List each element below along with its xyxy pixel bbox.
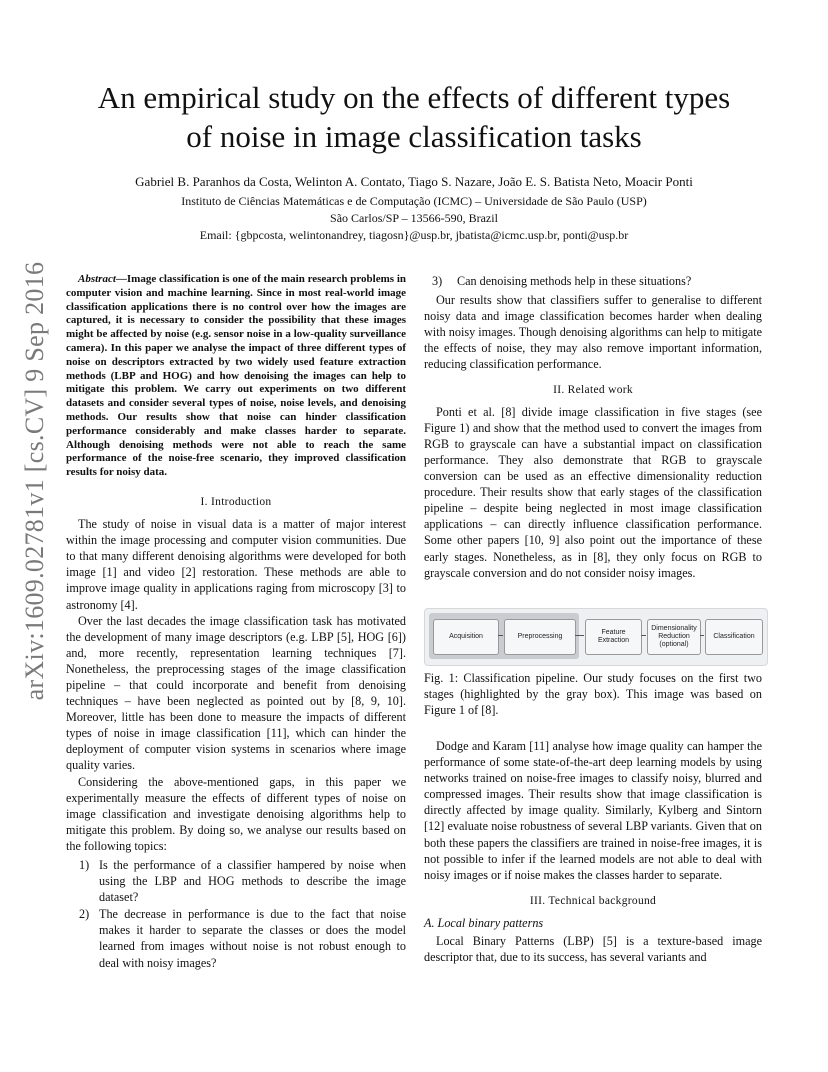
stage-dimensionality-reduction: Dimensionality Reduction (optional) [647,619,701,655]
intro-paragraph-3: Considering the above-mentioned gaps, in this paper we experimentally measure the effects of different types of noise on image classification and investigate denoising algorithms help to mitigate this problem. By doing so, we analyse our results based on the following topics: [66,774,406,853]
right-column-bottom [424,738,762,965]
stage-classification: Classification [705,619,763,655]
stage-feature-extraction: Feature Extraction [585,619,642,655]
abstract [66,273,406,480]
arrow-icon [700,635,704,636]
related-paragraph-1: Ponti et al. [8] divide image classification in five stages (see Figure 1) and show that the method used to convert the images from RGB to grayscale can have a substantial impact on classification performance. They also demonstrate that RGB to grayscale conversion can be used as an effective dimensionality reduction procedure. Their results show that early stages of the classification pipeline – despite being neglected in most image classification applications – can directly influence classification performance. Some other papers [10, 9] also point out the importance of these early stages. Nonetheless, as in [8], they only focus on RGB to grayscale conversion and do not consider noisy images. [424,404,762,580]
section-1-heading: I. Introduction [200,495,272,508]
list-item: 3) Can denoising methods help in these situations? [432,274,692,288]
left-column [66,273,406,972]
pipeline-figure [424,608,768,666]
results-paragraph: Our results show that classifiers suffer to generalise to different noisy data and image classification becomes harder when dealing with noisy images. Though denoising algorithms can help to mitigate the effects of noise, they may also remove important information, reducing classification performance. [424,293,762,372]
intro-paragraph-2: Over the last decades the image classification task has motivated the development of many image descriptors (e.g. LBP [5], HOG [6]) and, more recently, representation learning techniques [7]. Nonetheless, the preprocessing stages of the image classification pipeline – that could incorporate and benefit from denoising techniques – have been neglected as pointed out by [8, 9, 10]. Moreover, little has been done to measure the impacts of different types of noise in image classification [11], which can hinder the deployment of computer vision systems in scenarios where image quality varies. [66,613,406,773]
stage-acquisition: Acquisition [433,619,499,655]
list-item: 2) The decrease in performance is due to the fact that noise makes it harder to separate the classes or does the model learned from images without noise is not robust enough to deal with noisy images? [79,907,406,970]
intro-paragraph-1: The study of noise in visual data is a matter of major interest within the image processing and computer vision communities. Due to that many different denoising algorithms were developed for both image [1] and video [2] restoration. These methods are able to improve image quality in applications raging from microscopy [3] to astronomy [4]. [66,517,406,612]
abstract-label: Abstract [78,273,116,285]
figure-caption: Fig. 1: Classification pipeline. Our study focuses on the first two stages (highlighted by the gray box). This image was based on Figure 1 of [8]. [424,671,762,718]
list-item: 1) Is the performance of a classifier hampered by noise when using the LBP and HOG methods to describe the image dataset? [79,858,406,905]
arrow-icon [641,635,646,636]
author-list: Gabriel B. Paranhos da Costa, Welinton A. Contato, Tiago S. Nazare, João E. S. Batista Neto, Moacir Ponti [135,174,693,189]
lbp-paragraph: Local Binary Patterns (LBP) [5] is a texture-based image descriptor that, due to its success, has several variants and [424,934,762,965]
arrow-icon [575,635,584,636]
paper-title [40,78,788,156]
title-line-2: of noise in image classification tasks [186,119,642,154]
subsection-a-heading: A. Local binary patterns [424,915,544,930]
abstract-text: —Image classification is one of the main research problems in computer vision and machine learning. Since in most real-world image classification applications there is no control over how the images are captured, it is necessary to consider the possibility that these images might be affected by noise (e.g. sensor noise in a low-quality surveillance camera). In this paper we analyse the impact of three different types of noise on descriptors extracted by two widely used feature extraction methods (LBP and HOG) and how denoising the images can help to mitigate this problem. We carry out experiments on two different datasets and consider several types of noise, noise levels, and denoising methods. Our results show that noise can hinder classification performance considerably and make classes harder to separate. Although denoising methods were not able to reach the same performance of the noise-free scenario, they improved classification results for noisy data. [66,273,406,479]
section-2-heading: II. Related work [553,383,633,396]
arxiv-stamp [20,261,50,701]
affiliation-line-2: São Carlos/SP – 13566-590, Brazil [330,211,498,225]
topic-list-continued [424,273,762,289]
arxiv-stamp-text: arXiv:1609.02781v1 [cs.CV] 9 Sep 2016 [20,261,49,701]
title-line-1: An empirical study on the effects of different types [97,80,731,115]
right-column-top [424,273,762,581]
related-paragraph-2: Dodge and Karam [11] analyse how image quality can hamper the performance of some state-of-the-art deep learning models by using networks trained on noise-free images to classify noisy, blurred and compressed images. Their results show that image classification is directly affected by image quality. Similarly, Kylberg and Sintorn [12] evaluate noise robustness of several LBP variants. Given that on both these papers the classifiers are trained in noise-free images, it is not possible to infer if the learned models are not able to deal with noisy images or if noise makes the classes harder to separate. [424,739,762,882]
affiliation-line-1: Instituto de Ciências Matemáticas e de Computação (ICMC) – Universidade de São Paulo (USP) [181,194,647,208]
arrow-icon [498,635,503,636]
topic-list [66,857,406,971]
section-3-heading: III. Technical background [529,894,657,907]
email-line: Email: {gbpcosta, welintonandrey, tiagosn}@usp.br, jbatista@icmc.usp.br, ponti@usp.br [199,228,629,242]
stage-preprocessing: Preprocessing [504,619,576,655]
